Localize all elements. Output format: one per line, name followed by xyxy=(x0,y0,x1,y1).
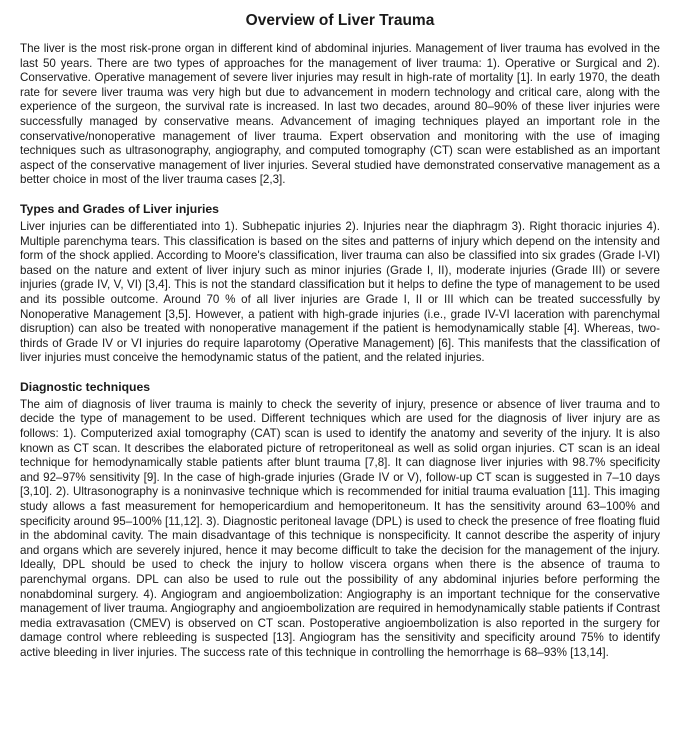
section-body-diagnostic: The aim of diagnosis of liver trauma is mainly to check the severity of injury, presence or absence of liver trauma and to decide the type of management to be used. Different techniques which are used for the diagnosis of liver injury are as follows: 1). Computerized axial tomography (CAT) scan is used to identify the anatomy and severity of the injury. It is also known as CT scan. It describes the elaborated picture of retroperitoneal as well as solid organ injuries. CT scan is an ideal technique for hemodynamically stable patients after blunt trauma [7,8]. It can diagnose liver injuries with 98.7% specificity and 92–97% sensitivity [9]. In the case of high-grade injuries (Grade IV or V), follow-up CT scan is suggested in 7–10 days [3,10]. 2). Ultrasonography is a noninvasive technique which is recommended for initial trauma evaluation [11]. This imaging study allows a fast measurement for hemopericardium and hemoperitoneum. It has the sensitivity around 63–100% and specificity around 95–100% [11,12]. 3). Diagnostic peritoneal lavage (DPL) is used to check the presence of free floating fluid in the abdominal cavity. The main disadvantage of this technique is nonspecificity. It cannot describe the asperity of injury and organs which are severely injured, hence it may become difficult to take the decision for the management of the injury. Ideally, DPL should be used to check the injury to hollow viscera organs when there is the absence of trauma to parenchymal organs. DPL can also be used to rule out the possibility of any abdominal injuries before performing the nonabdominal surgery. 4). Angiogram and angioembolization: Angiography is an important technique for the conservative management of liver trauma. Angiography and angioembolization are required in hemodynamically stable patients if Contrast media extravasation (CMEV) is observed on CT scan. Postoperative angioembolization is also reported in the surgery for damage control where rebleeding is suspected [13]. Angiogram has the sensitivity and specificity around 75% to identify active bleeding in liver injuries. The success rate of this technique in controlling the hemorrhage is 68–93% [13,14]. xyxy=(20,397,660,659)
intro-paragraph: The liver is the most risk-prone organ in different kind of abdominal injuries. Management of liver trauma has evolved in the last 50 years. There are two types of approaches for the management of liver trauma: 1). Operative or Surgical and 2). Conservative. Operative management of severe liver injuries may result in high-rate of mortality [1]. In early 1970, the death rate for severe liver trauma was very high but due to advancement in modern technology and critical care, along with the experience of the surgeon, the survival rate is increased. In last two decades, around 80–90% of these liver injuries were successfully managed by conservative means. Advancement of imaging techniques played an important role in the conservative/nonoperative management of liver trauma. Expert observation and monitoring with the use of imaging techniques such as ultrasonography, angiography, and computed tomography (CT) scan were established as an important aspect of the conservative management of liver injuries. Several studied have demonstrated conservative management as a better choice in most of the liver trauma cases [2,3]. xyxy=(20,42,660,187)
section-heading-diagnostic: Diagnostic techniques xyxy=(20,379,151,394)
document-title: Overview of Liver Trauma xyxy=(245,12,435,29)
section-heading-types-grades: Types and Grades of Liver injuries xyxy=(20,201,219,216)
section-body-types-grades: Liver injuries can be differentiated into 1). Subhepatic injuries 2). Injuries near the diaphragm 3). Right thoracic injuries 4). Multiple parenchyma tears. This classification is based on the sites and patterns of injury which depend on the intensity and form of the shock applied. According to Moore's classification, liver trauma can also be classified into six grades (Grade I-VI) based on the nature and extent of liver injury such as minor injuries (Grade I, II), moderate injuries (Grade III) or severe injuries (grade IV, V, VI) [3,4]. This is not the standard classification but it helps to define the type of management to be used and its possible outcome. Around 70 % of all liver injuries are Grade I, II or III which can be treated successfully by Nonoperative Management [3,5]. However, a patient with high-grade injuries (i.e., grade IV-VI laceration with parenchymal disruption) can also be treated with nonoperative management if the patient is hemodynamically stable [4]. Whereas, two-thirds of Grade IV or VI injuries do require laparotomy (Operative Management) [6]. This manifests that the classification of liver injuries must conceive the hemodynamic status of the patient, and the related injuries. xyxy=(20,219,660,365)
